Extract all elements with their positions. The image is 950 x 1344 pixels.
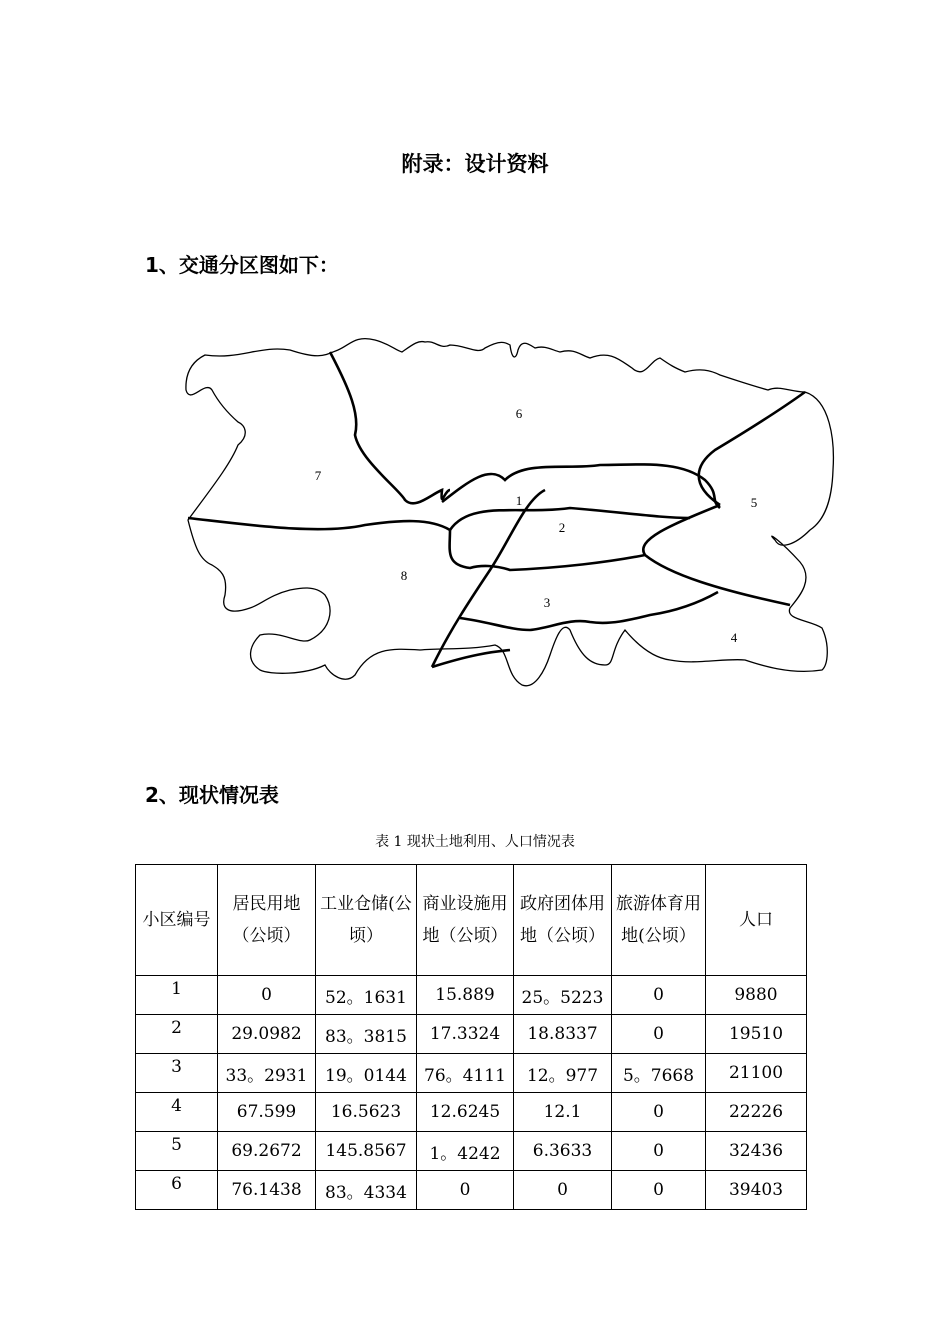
header-tourism-sports: 旅游体育用地(公顷） [612, 865, 706, 976]
road-south-west [432, 650, 510, 667]
table-row [136, 1054, 807, 1093]
zone-label-5: 5 [750, 495, 758, 510]
section-heading-status-table: 2、现状情况表 [145, 783, 279, 807]
cell-zone-id: 3 [136, 1054, 218, 1093]
table-cell: 9880 [706, 976, 807, 1015]
table-cell: 29.0982 [218, 1015, 316, 1054]
road-west [188, 518, 450, 530]
table-cell: 19510 [706, 1015, 807, 1054]
table-cell: 19。0144 [316, 1054, 417, 1093]
table-cell: 1。4242 [417, 1132, 514, 1171]
table-cell: 0 [612, 1171, 706, 1210]
table-cell: 16.5623 [316, 1093, 417, 1132]
road-zone6-7 [330, 352, 450, 503]
table-header-row [136, 865, 807, 976]
table-cell: 145.8567 [316, 1132, 417, 1171]
table-cell: 5。7668 [612, 1054, 706, 1093]
table-cell: 0 [612, 1015, 706, 1054]
table-cell: 0 [514, 1171, 612, 1210]
table-cell: 25。5223 [514, 976, 612, 1015]
header-population: 人口 [706, 865, 807, 976]
land-use-population-table [135, 864, 807, 1210]
road-zone5-north [699, 392, 805, 505]
table-cell: 76.1438 [218, 1171, 316, 1210]
header-residential: 居民用地（公顷） [218, 865, 316, 976]
zone-label-2: 2 [558, 520, 566, 535]
table-caption: 表 1 现状土地利用、人口情况表 [375, 834, 575, 850]
zone-label-3: 3 [543, 595, 551, 610]
table-row [136, 1171, 807, 1210]
cell-zone-id: 2 [136, 1015, 218, 1054]
zone-label-7: 7 [314, 468, 322, 483]
table-cell: 0 [612, 1093, 706, 1132]
cell-zone-id: 4 [136, 1093, 218, 1132]
table-row [136, 1132, 807, 1171]
header-commercial: 商业设施用地（公顷） [417, 865, 514, 976]
table-row [136, 1015, 807, 1054]
table-cell: 12.1 [514, 1093, 612, 1132]
traffic-zone-map [150, 330, 840, 700]
cell-zone-id: 5 [136, 1132, 218, 1171]
table-cell: 83。4334 [316, 1171, 417, 1210]
zone-label-6: 6 [515, 406, 523, 421]
road-boundary-6 [442, 464, 720, 508]
header-zone-id: 小区编号 [136, 865, 218, 976]
table-cell: 15.889 [417, 976, 514, 1015]
road-1-2 [450, 508, 690, 530]
header-government: 政府团体用地（公顷） [514, 865, 612, 976]
table-cell: 22226 [706, 1093, 807, 1132]
table-row [136, 976, 807, 1015]
table-row [136, 1093, 807, 1132]
zone-label-8: 8 [400, 568, 408, 583]
zone-label-1: 1 [515, 493, 523, 508]
table-cell: 21100 [706, 1054, 807, 1093]
table-cell: 69.2672 [218, 1132, 316, 1171]
table-cell: 32436 [706, 1132, 807, 1171]
table-cell: 52。1631 [316, 976, 417, 1015]
table-cell: 76。4111 [417, 1054, 514, 1093]
cell-zone-id: 1 [136, 976, 218, 1015]
section-heading-traffic-zones: 1、交通分区图如下： [145, 253, 339, 277]
table-cell: 0 [612, 1132, 706, 1171]
header-industrial: 工业仓储(公顷） [316, 865, 417, 976]
table-cell: 12。977 [514, 1054, 612, 1093]
cell-zone-id: 6 [136, 1171, 218, 1210]
zone-label-4: 4 [730, 630, 738, 645]
road-3-4 [460, 592, 718, 630]
table-cell: 0 [417, 1171, 514, 1210]
table-cell: 6.3633 [514, 1132, 612, 1171]
road-2-3 [450, 530, 645, 570]
table-cell: 39403 [706, 1171, 807, 1210]
road-zone5-south [643, 505, 790, 605]
page-title: 附录：设计资料 [401, 152, 549, 176]
table-cell: 0 [612, 976, 706, 1015]
road-diag [432, 490, 545, 667]
table-cell: 17.3324 [417, 1015, 514, 1054]
table-cell: 33。2931 [218, 1054, 316, 1093]
table-cell: 83。3815 [316, 1015, 417, 1054]
table-cell: 12.6245 [417, 1093, 514, 1132]
table-cell: 18.8337 [514, 1015, 612, 1054]
table-cell: 67.599 [218, 1093, 316, 1132]
table-cell: 0 [218, 976, 316, 1015]
